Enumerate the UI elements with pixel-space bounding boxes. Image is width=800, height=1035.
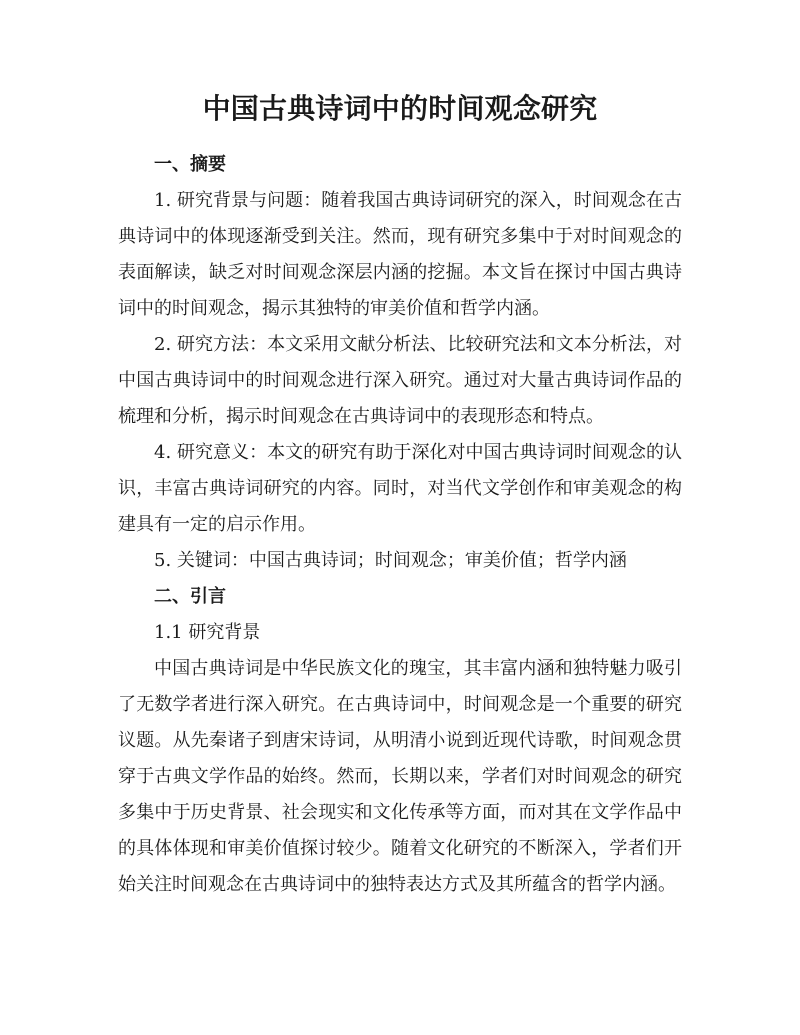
page-title: 中国古典诗词中的时间观念研究 <box>202 92 598 125</box>
section-heading-introduction: 二、引言 <box>154 586 226 607</box>
section-heading-abstract: 一、摘要 <box>154 154 226 175</box>
abstract-keywords-paragraph: 5. 关键词：中国古典诗词；时间观念；审美价值；哲学内涵 <box>154 550 627 571</box>
abstract-significance-paragraph: 4. 研究意义：本文的研究有助于深化对中国古典诗词时间观念的认识，丰富古典诗词研究的内容。同时，对当代文学创作和审美观念的构建具有一定的启示作用。 <box>118 442 682 535</box>
subsection-heading-background: 1.1 研究背景 <box>154 622 261 643</box>
abstract-background-paragraph: 1. 研究背景与问题：随着我国古典诗词研究的深入，时间观念在古典诗词中的体现逐渐受到关注。然而，现有研究多集中于对时间观念的表面解读，缺乏对时间观念深层内涵的挖掘。本文旨在探讨中国古典诗词中的时间观念，揭示其独特的审美价值和哲学内涵。 <box>118 190 682 319</box>
abstract-methods-paragraph: 2. 研究方法：本文采用文献分析法、比较研究法和文本分析法，对中国古典诗词中的时间观念进行深入研究。通过对大量古典诗词作品的梳理和分析，揭示时间观念在古典诗词中的表现形态和特点。 <box>118 334 682 427</box>
introduction-background-paragraph: 中国古典诗词是中华民族文化的瑰宝，其丰富内涵和独特魅力吸引了无数学者进行深入研究。在古典诗词中，时间观念是一个重要的研究议题。从先秦诸子到唐宋诗词，从明清小说到近现代诗歌，时间观念贯穿于古典文学作品的始终。然而，长期以来，学者们对时间观念的研究多集中于历史背景、社会现实和文化传承等方面，而对其在文学作品中的具体体现和审美价值探讨较少。随着文化研究的不断深入，学者们开始关注时间观念在古典诗词中的独特表达方式及其所蕴含的哲学内涵。 <box>118 658 682 895</box>
